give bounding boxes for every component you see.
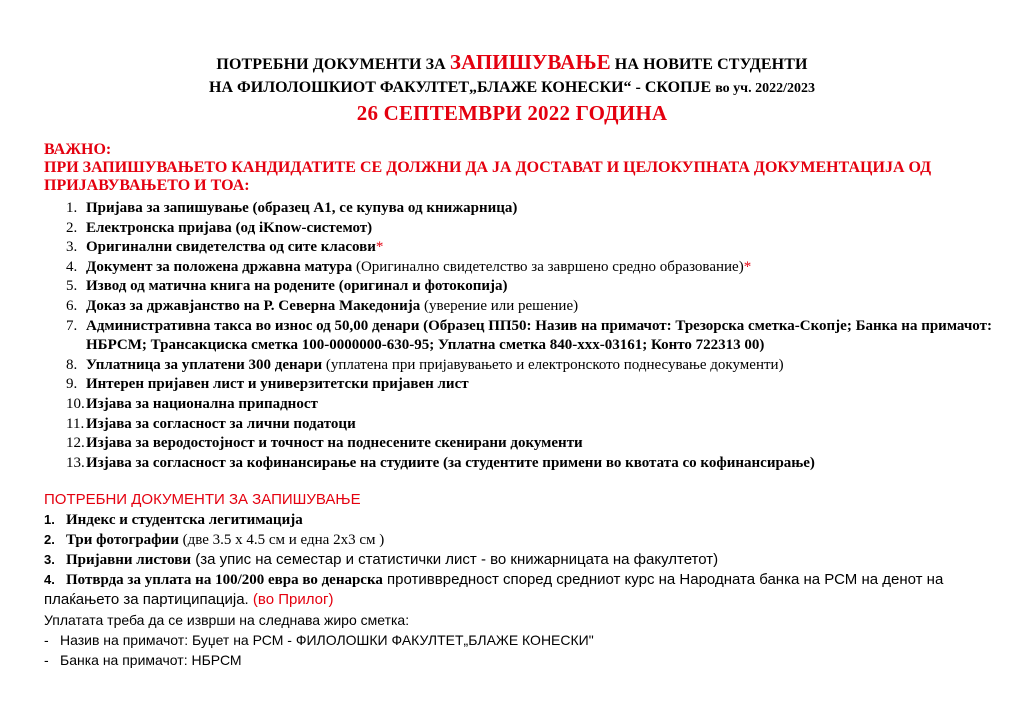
important-notice (44, 141, 1014, 195)
list-item-text: Извод од матична книга на родените (оригинал и фотокопија) (86, 278, 508, 295)
list-item-text: Уплатница за уплатени 300 денари (86, 356, 323, 373)
header-line-2-year: во уч. 2022/2023 (715, 81, 815, 96)
list-item-number: 1. (44, 512, 55, 527)
list-item-note: (Оригинално свидетелство за завршено средно образование) (352, 258, 744, 275)
list-item-number: 13. (66, 454, 85, 471)
header-line-2-main: НА ФИЛОЛОШКИОТ ФАКУЛТЕТ„БЛАЖЕ КОНЕСКИ“ - СКОПЈЕ (209, 79, 716, 96)
list-item (44, 258, 1019, 278)
payment-bank: Банка на примачот: НБРСМ (60, 652, 242, 668)
list-item-number: 4. (66, 258, 78, 275)
list-item-text: Изјава за согласност за кофинансирање на студиите (за студентите примени во квотата со кофинансирање) (86, 454, 815, 471)
list-item-text: Изјава за национална припадност (86, 395, 318, 412)
list-item-number: 12. (66, 435, 85, 452)
list-item-text: Индекс и студентска легитимација (66, 512, 303, 528)
important-label: ВАЖНО: (44, 141, 112, 158)
header-line-1-highlight: ЗАПИШУВАЊЕ (449, 50, 611, 74)
list-item-note: противвредност според средниот курс на Народната банка на РСМ на денот на плаќањето за партиципација. (44, 571, 944, 608)
list-item (44, 434, 1019, 454)
list-item-note: (две 3.5 x 4.5 см и една 2x3 см ) (178, 532, 385, 548)
list-item-text: Изјава за веродостојност и точност на поднесените скенирани документи (86, 435, 583, 452)
list-item-number: 9. (66, 376, 78, 393)
required-documents-list (44, 199, 1019, 473)
payment-recipient: Назив на примачот: Буџет на РСМ - ФИЛОЛОШКИ ФАКУЛТЕТ„БЛАЖЕ КОНЕСКИ" (60, 632, 594, 648)
list-item (44, 510, 1014, 530)
dash-bullet: - (44, 652, 49, 668)
list-item-number: 11. (66, 415, 85, 432)
list-item (44, 356, 1019, 376)
list-item-note: (за упис на семестар и статистички лист - во книжарницата на факултетот) (191, 551, 719, 568)
attachment-note: (во Прилог) (252, 591, 334, 608)
list-item-text: Пријавни листови (66, 552, 192, 568)
list-item-note: (уверение или решение) (420, 297, 579, 314)
list-item-text: Три фотографии (66, 532, 179, 548)
list-item (44, 530, 1014, 550)
list-item-number: 8. (66, 356, 78, 373)
enrollment-documents-list (44, 510, 1014, 610)
header-line-2 (0, 77, 1024, 100)
payment-line-bank (44, 650, 1004, 670)
asterisk-mark: * (375, 239, 384, 256)
important-line-1: ПРИ ЗАПИШУВАЊЕТО КАНДИДАТИТЕ СЕ ДОЛЖНИ ДА ЈА ДОСТАВАТ И ЦЕЛОКУПНАТА ДОКУМЕНТАЦИЈА ОД (44, 159, 932, 176)
list-item-text: Електронска пријава (од iKnow-системот) (86, 219, 373, 236)
header-line-1-prefix: ПОТРЕБНИ ДОКУМЕНТИ ЗА (216, 56, 450, 73)
list-item-text: Изјава за согласност за лични податоци (86, 415, 356, 432)
header-line-1 (0, 50, 1024, 77)
list-item-number: 10. (66, 395, 85, 412)
header-date: 26 СЕПТЕМВРИ 2022 ГОДИНА (356, 101, 668, 125)
dash-bullet: - (44, 632, 49, 648)
list-item-number: 3. (44, 552, 55, 567)
list-item-text: Административна такса во износ од 50,00 денари (Образец ПП50: Назив на примачот: Трезорска сметка-Скопје; Банка на примачот: НБРСМ; Трансакциска сметка 100-0000000-630-95; Уплатна сметка 840-xxx-03161; Конто 722313 00) (86, 317, 992, 354)
asterisk-mark: * (743, 258, 752, 275)
list-item-text: Интерен пријавен лист и универзитетски пријавен лист (86, 376, 469, 393)
list-item (44, 277, 1019, 297)
list-item-number: 2. (44, 532, 55, 547)
list-item-number: 2. (66, 219, 78, 236)
list-item (44, 550, 1014, 570)
list-item (44, 238, 1019, 258)
payment-intro: Уплатата треба да се изврши на следнава жиро сметка: (44, 612, 410, 628)
payment-line-recipient (44, 630, 1004, 650)
list-item (44, 570, 1014, 610)
list-item (44, 199, 1019, 219)
list-item-number: 5. (66, 278, 78, 295)
list-item-number: 7. (66, 317, 78, 334)
list-item (44, 375, 1019, 395)
important-line-2: ПРИЈАВУВАЊЕТО И ТОА: (44, 177, 250, 194)
list-item (44, 317, 1019, 356)
list-item-text: Оригинални свидетелства од сите класови (86, 239, 376, 256)
list-item (44, 415, 1019, 435)
list-item-number: 1. (66, 200, 78, 216)
list-item-number: 6. (66, 297, 78, 314)
list-item-text: Потврда за уплата на 100/200 евра во денарска (66, 572, 383, 588)
header-line-1-suffix: НА НОВИТЕ СТУДЕНТИ (610, 56, 808, 73)
list-item-text: Доказ за државјанство на Р. Северна Македонија (86, 297, 421, 314)
list-item-note: (уплатена при пријавувањето и електронското поднесување документи) (322, 356, 784, 373)
list-item-text: Пријава за запишување (образец А1, се купува од книжарница) (86, 200, 518, 216)
document-header (0, 50, 1024, 126)
payment-info (44, 610, 1004, 670)
section-2-title: ПОТРЕБНИ ДОКУМЕНТИ ЗА ЗАПИШУВАЊЕ (44, 491, 361, 508)
list-item (44, 219, 1019, 239)
list-item-number: 3. (66, 239, 78, 256)
list-item-number: 4. (44, 572, 55, 587)
list-item (44, 454, 1019, 474)
list-item (44, 297, 1019, 317)
list-item-text: Документ за положена државна матура (86, 258, 353, 275)
list-item (44, 395, 1019, 415)
